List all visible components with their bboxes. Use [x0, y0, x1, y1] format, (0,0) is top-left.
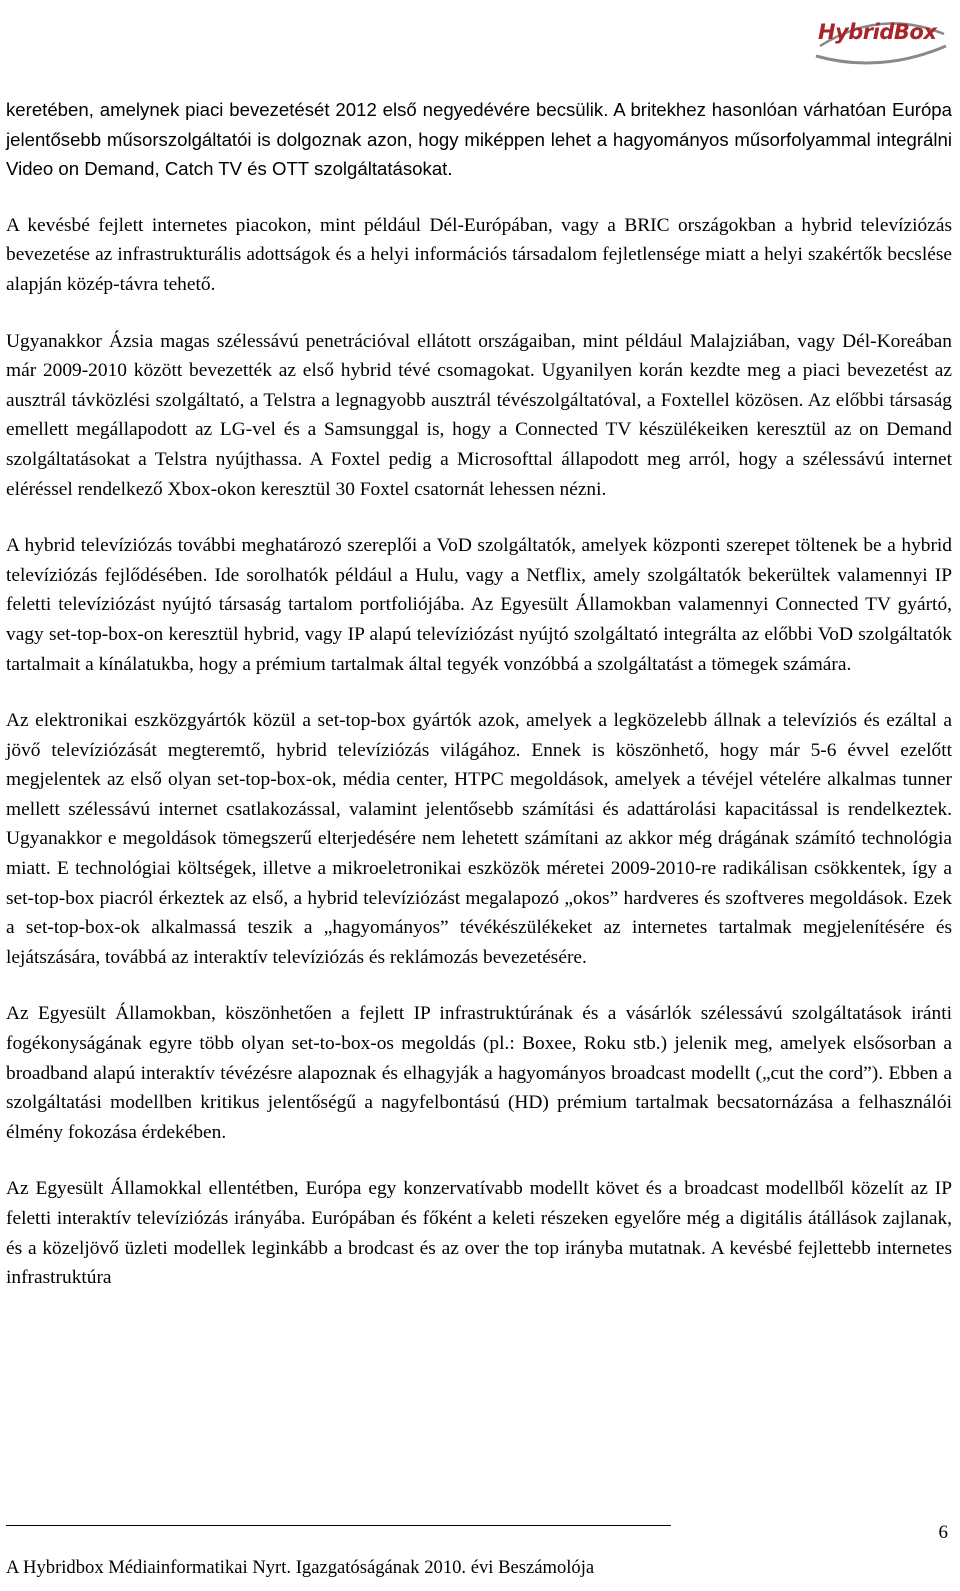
paragraph-2: A kevésbé fejlett internetes piacokon, mint például Dél-Európában, vagy a BRIC országokban a hybrid televíziózás bevezetése az infrastrukturális adottságok és a helyi információs társadalom fejletlensége miatt a helyi szakértők becslése alapján közép-távra tehető. [6, 214, 952, 295]
footer-text: A Hybridbox Médiainformatikai Nyrt. Igazgatóságának 2010. évi Beszámolója [6, 1557, 595, 1578]
paragraph-6: Az Egyesült Államokban, köszönhetően a fejlett IP infrastruktúrának és a vásárlók szélessávú szolgáltatások iránti fogékonyságának egyre több olyan set-to-box-os megoldás (pl.: Boxee, Roku stb.) jelenik meg, amelyek elsősorban a broadband alapú interaktív tévézésre alapoznak és elhagyják a hagyományos broadcast modellt („cut the cord”). Ebben a szolgáltatási modellben kritikus jelentőségű a nagyfelbontású (HD) prémium tartalmak becsatornázása a felhasználói élmény fokozása érdekében. [6, 1003, 952, 1143]
page-number: 6 [938, 1522, 948, 1543]
logo-text: HybridBox [818, 20, 937, 44]
paragraph-1: keretében, amelynek piaci bevezetését 2012 első negyedévére becsülik. A britekhez hasonlóan várhatóan Európa jelentősebb műsorszolgáltatói is dolgoznak azon, hogy miképpen lehet a hagyományos műsorfolyammal integrálni Video on Demand, Catch TV és OTT szolgáltatásokat. [6, 99, 952, 180]
paragraph-4: A hybrid televíziózás további meghatározó szereplői a VoD szolgáltatók, amelyek központi szerepet töltenek be a hybrid televíziózás fejlődésében. Ide sorolhatók például a Hulu, vagy a Netflix, amely szolgáltatók bekerültek valamennyi IP feletti televíziózást nyújtó társaság tartalom portfoliójába. Az Egyesült Államokban valamennyi Connected TV gyártó, vagy set-top-box-on keresztül hybrid, vagy IP alapú televíziózást nyújtó szolgáltató integrálta az előbbi VoD szolgáltatók tartalmait a kínálatukba, hogy a prémium tartalmak által tegyék vonzóbbá a szolgáltatást a tömegek számára. [6, 535, 952, 675]
hybridbox-logo [802, 14, 952, 74]
document-body [6, 95, 952, 1293]
paragraph-5: Az elektronikai eszközgyártók közül a set-top-box gyártók azok, amelyek a legközelebb állnak a televíziós és ezáltal a jövő televíziózását megteremtő, hybrid televíziózás világához. Ennek is köszönhető, hogy már 5-6 évvel ezelőtt megjelentek az első olyan set-top-box-ok, média center, HTPC megoldások, amelyek a tévéjel vételére alkalmas tunner mellett szélessávú internet csatlakozással, valamint jelentősebb számítási és adattárolási kapacitással is rendelkeztek. Ugyanakkor e megoldások tömegszerű elterjedésére nem lehetett számítani az akkor még drágának számító technológia miatt. E technológiai költségek, illetve a mikroeletronikai eszközök méretei 2009-2010-re radikálisan csökkentek, így a set-top-box piacról érkeztek az első, a hybrid televíziózást megalapozó „okos” hardveres és szoftveres megoldások. Ezek a set-top-box-ok alkalmassá teszik a „hagyományos” tévékészülékeket az internetes tartalmak megjelenítésére és lejátszására, továbbá az interaktív televíziózás és reklámozás bevezetésére. [6, 710, 952, 968]
paragraph-7: Az Egyesült Államokkal ellentétben, Európa egy konzervatívabb modellt követ és a broadcast modellből közelít az IP feletti interaktív televíziózás irányába. Európában és főként a keleti részeken egyelőre még a digitális átállások zajlanak, és a közeljövő üzleti modellek leginkább a brodcast és az over the top irányba mutatnak. A kevésbé fejlettebb internetes infrastruktúra [6, 1178, 952, 1289]
footer-rule [6, 1525, 671, 1526]
paragraph-3: Ugyanakkor Ázsia magas szélessávú penetrációval ellátott országaiban, mint például Malajziában, vagy Dél-Koreában már 2009-2010 között bevezették az első hybrid tévé csomagokat. Ugyanilyen korán kezdte meg a piaci bevezetést az ausztrál távközlési szolgáltató, a Telstra a legnagyobb ausztrál tévészolgáltatóval, a Foxtellel közösen. Az előbbi társaság emellett megállapodott az LG-vel és a Samsunggal is, hogy a Connected TV készülékeiken keresztül az on Demand szolgáltatásokat a Telstra nyújthassa. A Foxtel pedig a Microsofttal állapodott meg arról, hogy a szélessávú internet eléréssel rendelkező Xbox-okon keresztül 30 Foxtel csatornát lehessen nézni. [6, 330, 952, 500]
